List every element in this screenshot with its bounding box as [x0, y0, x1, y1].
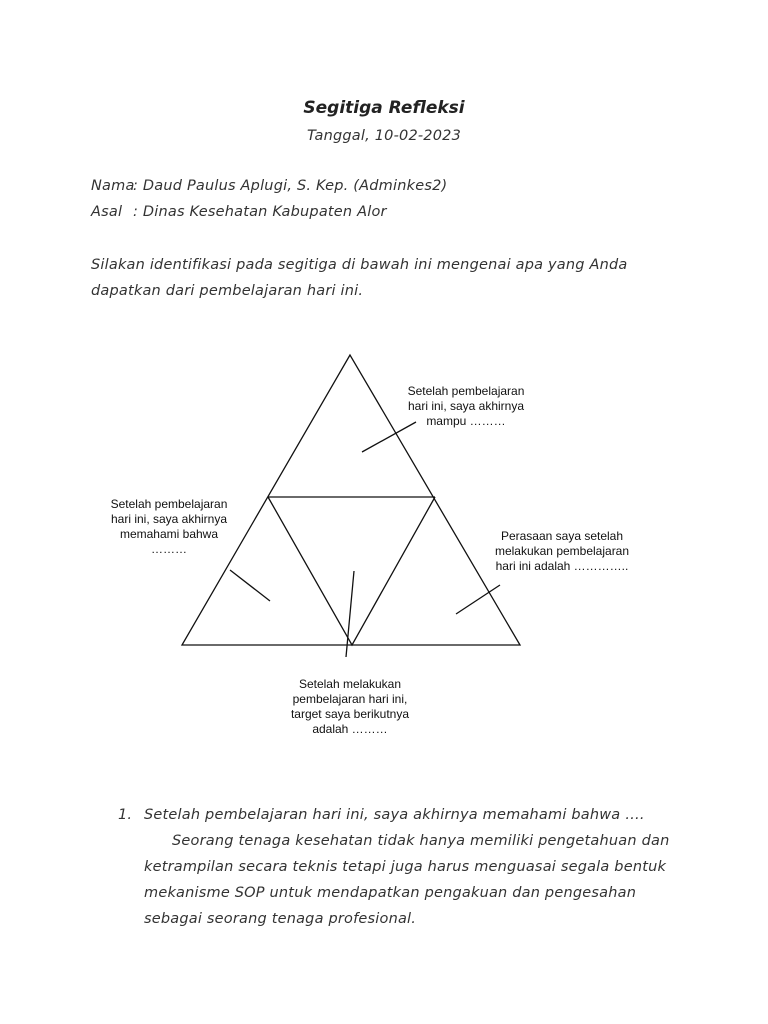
inner-triangle — [268, 497, 435, 645]
label-top-line: hari ini, saya akhirnya — [407, 399, 525, 413]
label-left-line: Setelah pembelajaran — [110, 497, 228, 511]
label-top-line: Setelah pembelajaran — [407, 384, 525, 398]
answer-question-row — [118, 802, 678, 828]
label-right-line: hari ini adalah ………….. — [495, 559, 629, 573]
label-left-line: memahami bahwa — [119, 527, 219, 541]
label-right-line: melakukan pembelajaran — [494, 544, 630, 558]
label-bottom-line: pembelajaran hari ini, — [292, 692, 408, 706]
info-nama-row — [91, 178, 447, 194]
instruction-text: Silakan identifikasi pada segitiga di bawah ini mengenai apa yang Anda dapatkan dari pembelajaran hari ini. — [91, 257, 628, 299]
label-bottom-line: target saya berikutnya — [290, 707, 410, 721]
nama-label: Nama — [91, 178, 135, 194]
info-asal-row — [91, 204, 387, 220]
reflection-triangle-diagram — [90, 345, 650, 769]
label-bottom-target — [270, 677, 430, 737]
answer-question: Setelah pembelajaran hari ini, saya akhirnya memahami bahwa …. — [144, 807, 645, 823]
label-top-mampu — [386, 384, 546, 429]
asal-label: Asal — [91, 204, 123, 220]
pointer-left — [230, 570, 270, 601]
label-top-line: mampu ……… — [426, 414, 506, 428]
label-right-line: Perasaan saya setelah — [500, 529, 624, 543]
nama-value: : Daud Paulus Aplugi, S. Kep. (Adminkes2) — [133, 178, 448, 194]
label-left-memahami — [84, 497, 254, 557]
document-date: Tanggal, 10-02-2023 — [306, 128, 462, 144]
answer-number: 1. — [118, 807, 133, 823]
label-bottom-line: Setelah melakukan — [298, 677, 402, 691]
label-left-line: hari ini, saya akhirnya — [110, 512, 228, 526]
label-right-perasaan — [472, 529, 652, 574]
answer-body: Seorang tenaga kesehatan tidak hanya memiliki pengetahuan dan ketrampilan secara teknis tetapi juga harus menguasai segala bentuk mekanisme SOP untuk mendapatkan pengakuan dan pengesahan sebagai seorang tenaga profesional. — [144, 833, 670, 927]
asal-value: : Dinas Kesehatan Kabupaten Alor — [133, 204, 387, 220]
document-title: Segitiga Refleksi — [303, 98, 465, 118]
label-left-line: ……… — [151, 542, 187, 556]
label-bottom-line: adalah ……… — [312, 722, 388, 736]
answer-item — [118, 802, 678, 932]
